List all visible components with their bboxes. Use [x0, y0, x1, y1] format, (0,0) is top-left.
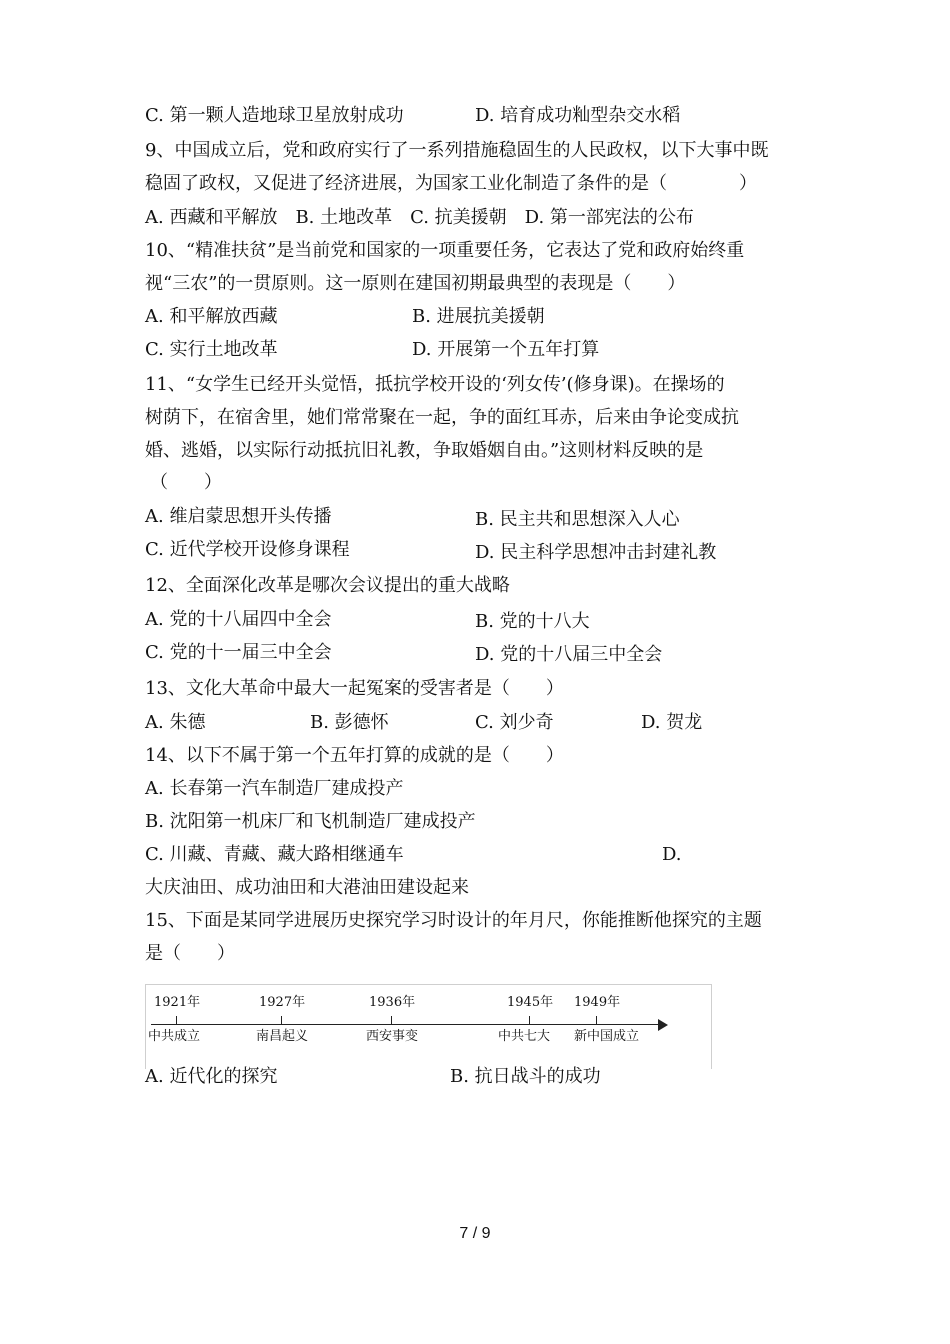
option-b: B. 党的十八大: [475, 611, 590, 632]
option-a: A. 和平解放西藏: [145, 306, 278, 327]
option-d-text: 大庆油田、成功油田和大港油田建设起来: [145, 877, 469, 898]
question-9-line-1: 9、中国成立后，党和政府实行了一系列措施稳固生的人民政权，以下大事中既: [145, 140, 769, 161]
timeline-year: 1927年: [259, 995, 306, 1010]
option-d: D. 民主科学思想冲击封建礼教: [475, 542, 717, 563]
timeline-tick: [596, 1016, 597, 1025]
question-11-line-1: 11、“女学生已经开头觉悟，抵抗学校开设的‘列女传’(修身课)。在操场的: [145, 374, 725, 395]
timeline-event: 中共七大: [498, 1029, 551, 1044]
timeline-tick: [176, 1016, 177, 1025]
timeline-year: 1949年: [574, 995, 621, 1010]
question-11-line-3: 婚、逃婚，以实际行动抵抗旧礼教，争取婚姻自由。”这则材料反映的是: [145, 440, 704, 461]
option-b: B. 民主共和思想深入人心: [475, 509, 680, 530]
option-d: D. 开展第一个五年打算: [412, 339, 600, 360]
question-12: 12、全面深化改革是哪次会议提出的重大战略: [145, 575, 510, 596]
question-11-line-4: （ ）: [150, 472, 222, 493]
option-a: A. 朱德: [145, 712, 206, 733]
option-c: C. 近代学校开设修身课程: [145, 539, 350, 560]
timeline-year: 1936年: [369, 995, 416, 1010]
timeline-tick: [281, 1016, 282, 1025]
question-9-line-2: 稳固了政权，又促进了经济进展，为国家工业化制造了条件的是（ ）: [145, 173, 757, 194]
timeline-arrow-icon: [658, 1019, 668, 1031]
question-10-line-1: 10、“精准扶贫”是当前党和国家的一项重要任务，它表达了党和政府始终重: [145, 240, 745, 261]
option-b: B. 进展抗美援朝: [412, 306, 545, 327]
question-14: 14、以下不属于第一个五年打算的成就的是（ ）: [145, 745, 564, 766]
option-c: C. 川藏、青藏、藏大路相继通车: [145, 844, 404, 865]
option-d: D. 培育成功籼型杂交水稻: [475, 105, 681, 126]
timeline-year: 1945年: [507, 995, 554, 1010]
timeline-figure: [145, 984, 712, 1069]
option-c: C. 党的十一届三中全会: [145, 642, 332, 663]
question-11-line-2: 树荫下，在宿舍里，她们常常聚在一起，争的面红耳赤，后来由争论变成抗: [145, 407, 739, 428]
option-b: B. 沈阳第一机床厂和飞机制造厂建成投产: [145, 811, 476, 832]
question-13: 13、文化大革命中最大一起冤案的受害者是（ ）: [145, 678, 564, 699]
timeline-axis: [151, 1024, 661, 1025]
timeline-tick: [529, 1016, 530, 1025]
option-a: A. 近代化的探究: [145, 1066, 278, 1087]
option-d: D. 党的十八届三中全会: [475, 644, 663, 665]
timeline-tick: [391, 1016, 392, 1025]
option-d: D. 贺龙: [641, 712, 703, 733]
page-number: 7 / 9: [459, 1225, 491, 1242]
timeline-event: 南昌起义: [256, 1029, 309, 1044]
question-10-line-2: 视“三农”的一贯原则。这一原则在建国初期最典型的表现是（ ）: [145, 273, 686, 294]
question-9-options: A. 西藏和平解放 B. 土地改革 C. 抗美援朝 D. 第一部宪法的公布: [145, 207, 694, 228]
question-15-line-1: 15、下面是某同学进展历史探究学习时设计的年月尺，你能推断他探究的主题: [145, 910, 762, 931]
option-a: A. 党的十八届四中全会: [145, 609, 332, 630]
timeline-event: 新中国成立: [574, 1029, 640, 1044]
timeline-event: 西安事变: [366, 1029, 419, 1044]
option-b: B. 抗日战斗的成功: [450, 1066, 601, 1087]
question-15-line-2: 是（ ）: [145, 943, 235, 964]
option-c: C. 实行土地改革: [145, 339, 278, 360]
timeline-event: 中共成立: [148, 1029, 201, 1044]
option-a: A. 长春第一汽车制造厂建成投产: [145, 778, 404, 799]
option-d-label: D.: [662, 844, 682, 865]
timeline-year: 1921年: [154, 995, 201, 1010]
option-c: C. 第一颗人造地球卫星放射成功: [145, 105, 404, 126]
option-a: A. 维启蒙思想开头传播: [145, 506, 332, 527]
option-c: C. 刘少奇: [475, 712, 554, 733]
option-b: B. 彭德怀: [310, 712, 389, 733]
